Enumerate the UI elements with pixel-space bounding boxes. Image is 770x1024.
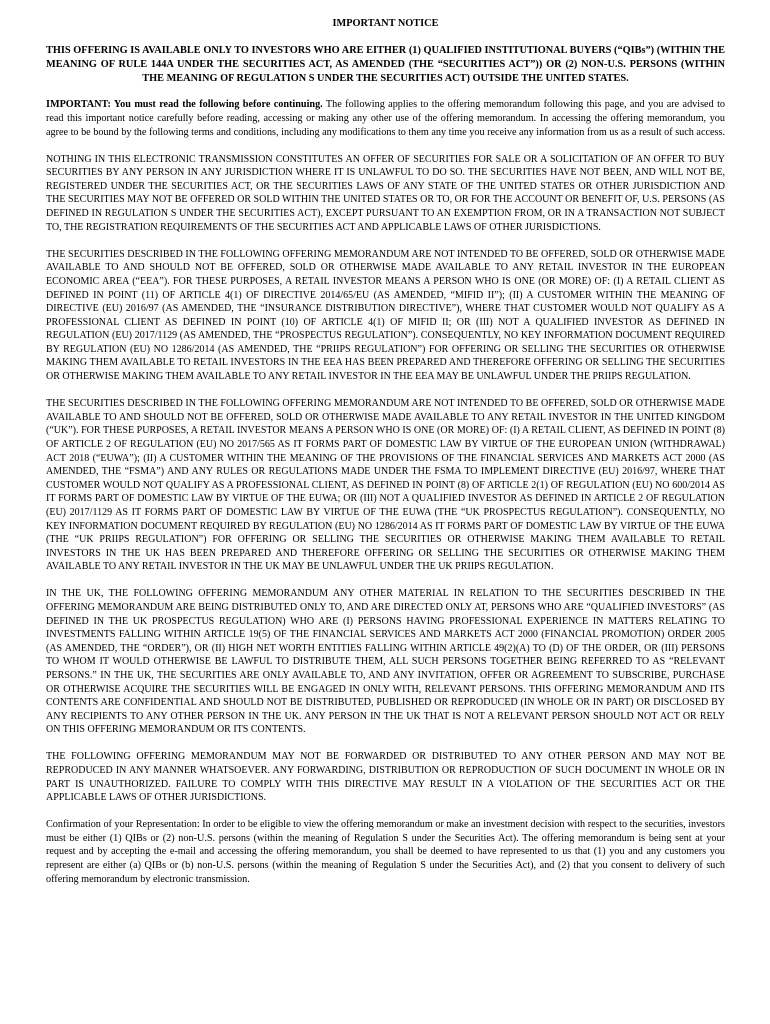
confirmation-paragraph: Confirmation of your Representation: In order to be eligible to view the offering memorandum or make an investment decision with respect to the securities, investors must be either (1) QIBs or (2) non-U.S. persons (within the meaning of Regulation S under the Securities Act). The offering memorandum is being sent at your request and by accepting the e-mail and accessing the offering memorandum, you shall be deemed to have represented to us that (1) you and any customers you represent are either (a) QIBs or (b) non-U.S. persons (within the meaning of Regulation S under the Securities Act), and (2) that you consent to delivery of such offering memorandum by electronic transmission. [46, 819, 725, 885]
important-body: The following applies to the offering memorandum following this page, and you are advised to read this important notice carefully before reading, accessing or making any other use of the offering memorandum. In accessing the offering memorandum, you agree to be bound by the following terms and conditions, including any modifications to them any time you receive any information from us as a result of such access. [46, 99, 725, 138]
eea-retail-paragraph: THE SECURITIES DESCRIBED IN THE FOLLOWING OFFERING MEMORANDUM ARE NOT INTENDED TO BE OFFERED, SOLD OR OTHERWISE MADE AVAILABLE TO AND SHOULD NOT BE OFFERED, SOLD OR OTHERWISE MADE AVAILABLE TO ANY RETAIL INVESTOR IN THE EUROPEAN ECONOMIC AREA (“EEA”). FOR THESE PURPOSES, A RETAIL INVESTOR MEANS A PERSON WHO IS ONE (OR MORE) OF: (I) A RETAIL CLIENT AS DEFINED IN POINT (11) OF ARTICLE 4(1) OF DIRECTIVE 2014/65/EU (AS AMENDED, “MIFID II”); (II) A CUSTOMER WITHIN THE MEANING OF DIRECTIVE (EU) 2016/97 (AS AMENDED, THE “INSURANCE DISTRIBUTION DIRECTIVE”), WHERE THAT CUSTOMER WOULD NOT QUALIFY AS A PROFESSIONAL CLIENT AS DEFINED IN POINT (10) OF ARTICLE 4(1) OF MIFID II; OR (III) NOT A QUALIFIED INVESTOR AS DEFINED IN REGULATION (EU) 2017/1129 (AS AMENDED, THE “PROSPECTUS REGULATION”). CONSEQUENTLY, NO KEY INFORMATION DOCUMENT REQUIRED BY REGULATION (EU) NO 1286/2014 (AS AMENDED, THE “PRIIPS REGULATION”) FOR OFFERING OR SELLING THE SECURITIES OR OTHERWISE MAKING THEM AVAILABLE TO RETAIL INVESTORS IN THE EEA HAS BEEN PREPARED AND THEREFORE OFFERING OR SELLING THE SECURITIES OR OTHERWISE MAKING THEM AVAILABLE TO ANY RETAIL INVESTOR IN THE EEA MAY BE UNLAWFUL UNDER THE PRIIPS REGULATION. [46, 248, 725, 383]
offering-eligibility-heading: THIS OFFERING IS AVAILABLE ONLY TO INVESTORS WHO ARE EITHER (1) QUALIFIED INSTITUTIONAL BUYERS (“QIBs”) (WITHIN THE MEANING OF RULE 144A UNDER THE SECURITIES ACT, AS AMENDED (THE “SECURITIES ACT”)) OR (2) NON-U.S. PERSONS (WITHIN THE MEANING OF REGULATION S UNDER THE SECURITIES ACT) OUTSIDE THE UNITED STATES. [46, 45, 725, 84]
important-lead: IMPORTANT: You must read the following before continuing. [46, 99, 323, 111]
uk-distribution-paragraph: IN THE UK, THE FOLLOWING OFFERING MEMORANDUM ANY OTHER MATERIAL IN RELATION TO THE SECURITIES DESCRIBED IN THE OFFERING MEMORANDUM ARE BEING DISTRIBUTED ONLY TO, AND ARE DIRECTED ONLY AT, PERSONS WHO ARE “QUALIFIED INVESTORS” (AS DEFINED IN THE UK PROSPECTUS REGULATION) WHO ARE (I) PERSONS HAVING PROFESSIONAL EXPERIENCE IN MATTERS RELATING TO INVESTMENTS FALLING WITHIN ARTICLE 19(5) OF THE FINANCIAL SERVICES AND MARKETS ACT 2000 (FINANCIAL PROMOTION) ORDER 2005 (AS AMENDED, THE “ORDER”), OR (II) HIGH NET WORTH ENTITIES FALLING WITHIN ARTICLE 49(2)(A) TO (D) OF THE ORDER, OR (III) PERSONS TO WHOM IT WOULD OTHERWISE BE LAWFUL TO DISTRIBUTE THEM, ALL SUCH PERSONS TOGETHER BEING REFERRED TO AS “RELEVANT PERSONS.” IN THE UK, THE SECURITIES ARE ONLY AVAILABLE TO, AND ANY INVITATION, OFFER OR AGREEMENT TO SUBSCRIBE, PURCHASE OR OTHERWISE ACQUIRE THE SECURITIES WILL BE ENGAGED IN ONLY WITH, RELEVANT PERSONS. THIS OFFERING MEMORANDUM AND ITS CONTENTS ARE CONFIDENTIAL AND SHOULD NOT BE DISTRIBUTED, PUBLISHED OR REPRODUCED (IN WHOLE OR IN PART) OR DISCLOSED BY ANY RECIPIENTS TO ANY OTHER PERSON IN THE UK. ANY PERSON IN THE UK THAT IS NOT A RELEVANT PERSON SHOULD NOT ACT OR RELY ON THIS OFFERING MEMORANDUM OR ITS CONTENTS. [46, 588, 725, 736]
notice-title: IMPORTANT NOTICE [332, 18, 439, 29]
electronic-transmission-paragraph: NOTHING IN THIS ELECTRONIC TRANSMISSION CONSTITUTES AN OFFER OF SECURITIES FOR SALE OR A SOLICITATION OF AN OFFER TO BUY SECURITIES BY ANY PERSON IN ANY JURISDICTION WHERE IT IS UNLAWFUL TO DO SO. THE SECURITIES HAVE NOT BEEN, AND WILL NOT BE, REGISTERED UNDER THE SECURITIES ACT, OR THE SECURITIES LAWS OF ANY STATE OF THE UNITED STATES OR OTHER JURISDICTION AND THE SECURITIES MAY NOT BE OFFERED OR SOLD WITHIN THE UNITED STATES OR TO, OR FOR THE ACCOUNT OR BENEFIT OF, U.S. PERSONS (AS DEFINED IN REGULATION S UNDER THE SECURITIES ACT), EXCEPT PURSUANT TO AN EXEMPTION FROM, OR IN A TRANSACTION NOT SUBJECT TO, THE REGISTRATION REQUIREMENTS OF THE SECURITIES ACT AND APPLICABLE LAWS OF OTHER JURISDICTIONS. [46, 153, 725, 233]
forwarding-restriction-paragraph: THE FOLLOWING OFFERING MEMORANDUM MAY NOT BE FORWARDED OR DISTRIBUTED TO ANY OTHER PERSON AND MAY NOT BE REPRODUCED IN ANY MANNER WHATSOEVER. ANY FORWARDING, DISTRIBUTION OR REPRODUCTION OF SUCH DOCUMENT IN WHOLE OR IN PART IS UNAUTHORIZED. FAILURE TO COMPLY WITH THIS DIRECTIVE MAY RESULT IN A VIOLATION OF THE SECURITIES ACT OR THE APPLICABLE LAWS OF OTHER JURISDICTIONS. [46, 751, 725, 804]
important-paragraph [46, 98, 725, 139]
uk-retail-paragraph: THE SECURITIES DESCRIBED IN THE FOLLOWING OFFERING MEMORANDUM ARE NOT INTENDED TO BE OFFERED, SOLD OR OTHERWISE MADE AVAILABLE TO AND SHOULD NOT BE OFFERED, SOLD OR OTHERWISE MADE AVAILABLE TO ANY RETAIL INVESTOR IN THE UNITED KINGDOM (“UK”). FOR THESE PURPOSES, A RETAIL INVESTOR MEANS A PERSON WHO IS ONE (OR MORE) OF: (I) A RETAIL CLIENT, AS DEFINED IN POINT (8) OF ARTICLE 2 OF REGULATION (EU) NO 2017/565 AS IT FORMS PART OF DOMESTIC LAW BY VIRTUE OF THE EUROPEAN UNION (WITHDRAWAL) ACT 2018 (“EUWA”); (II) A CUSTOMER WITHIN THE MEANING OF THE PROVISIONS OF THE FINANCIAL SERVICES AND MARKETS ACT 2000 (AS AMENDED, THE “FSMA”) AND ANY RULES OR REGULATIONS MADE UNDER THE FSMA TO IMPLEMENT DIRECTIVE (EU) 2016/97, WHERE THAT CUSTOMER WOULD NOT QUALIFY AS A PROFESSIONAL CLIENT, AS DEFINED IN POINT (8) OF ARTICLE 2(1) OF REGULATION (EU) NO 600/2014 AS IT FORMS PART OF DOMESTIC LAW BY VIRTUE OF THE EUWA; OR (III) NOT A QUALIFIED INVESTOR AS DEFINED IN ARTICLE 2 OF REGULATION (EU) 2017/1129 AS IT FORMS PART OF DOMESTIC LAW BY VIRTUE OF THE EUWA (THE “UK PROSPECTUS REGULATION”). CONSEQUENTLY, NO KEY INFORMATION DOCUMENT REQUIRED BY REGULATION (EU) NO 1286/2014 AS IT FORMS PART OF DOMESTIC LAW BY VIRTUE OF THE EUWA (THE “UK PRIIPS REGULATION”) FOR OFFERING OR SELLING THE SECURITIES OR OTHERWISE MAKING THEM AVAILABLE TO RETAIL INVESTORS IN THE UK HAS BEEN PREPARED AND THEREFORE OFFERING OR SELLING THE SECURITIES OR OTHERWISE MAKING THEM AVAILABLE TO ANY RETAIL INVESTOR IN THE UK MAY BE UNLAWFUL UNDER THE UK PRIIPS REGULATION. [46, 398, 725, 573]
